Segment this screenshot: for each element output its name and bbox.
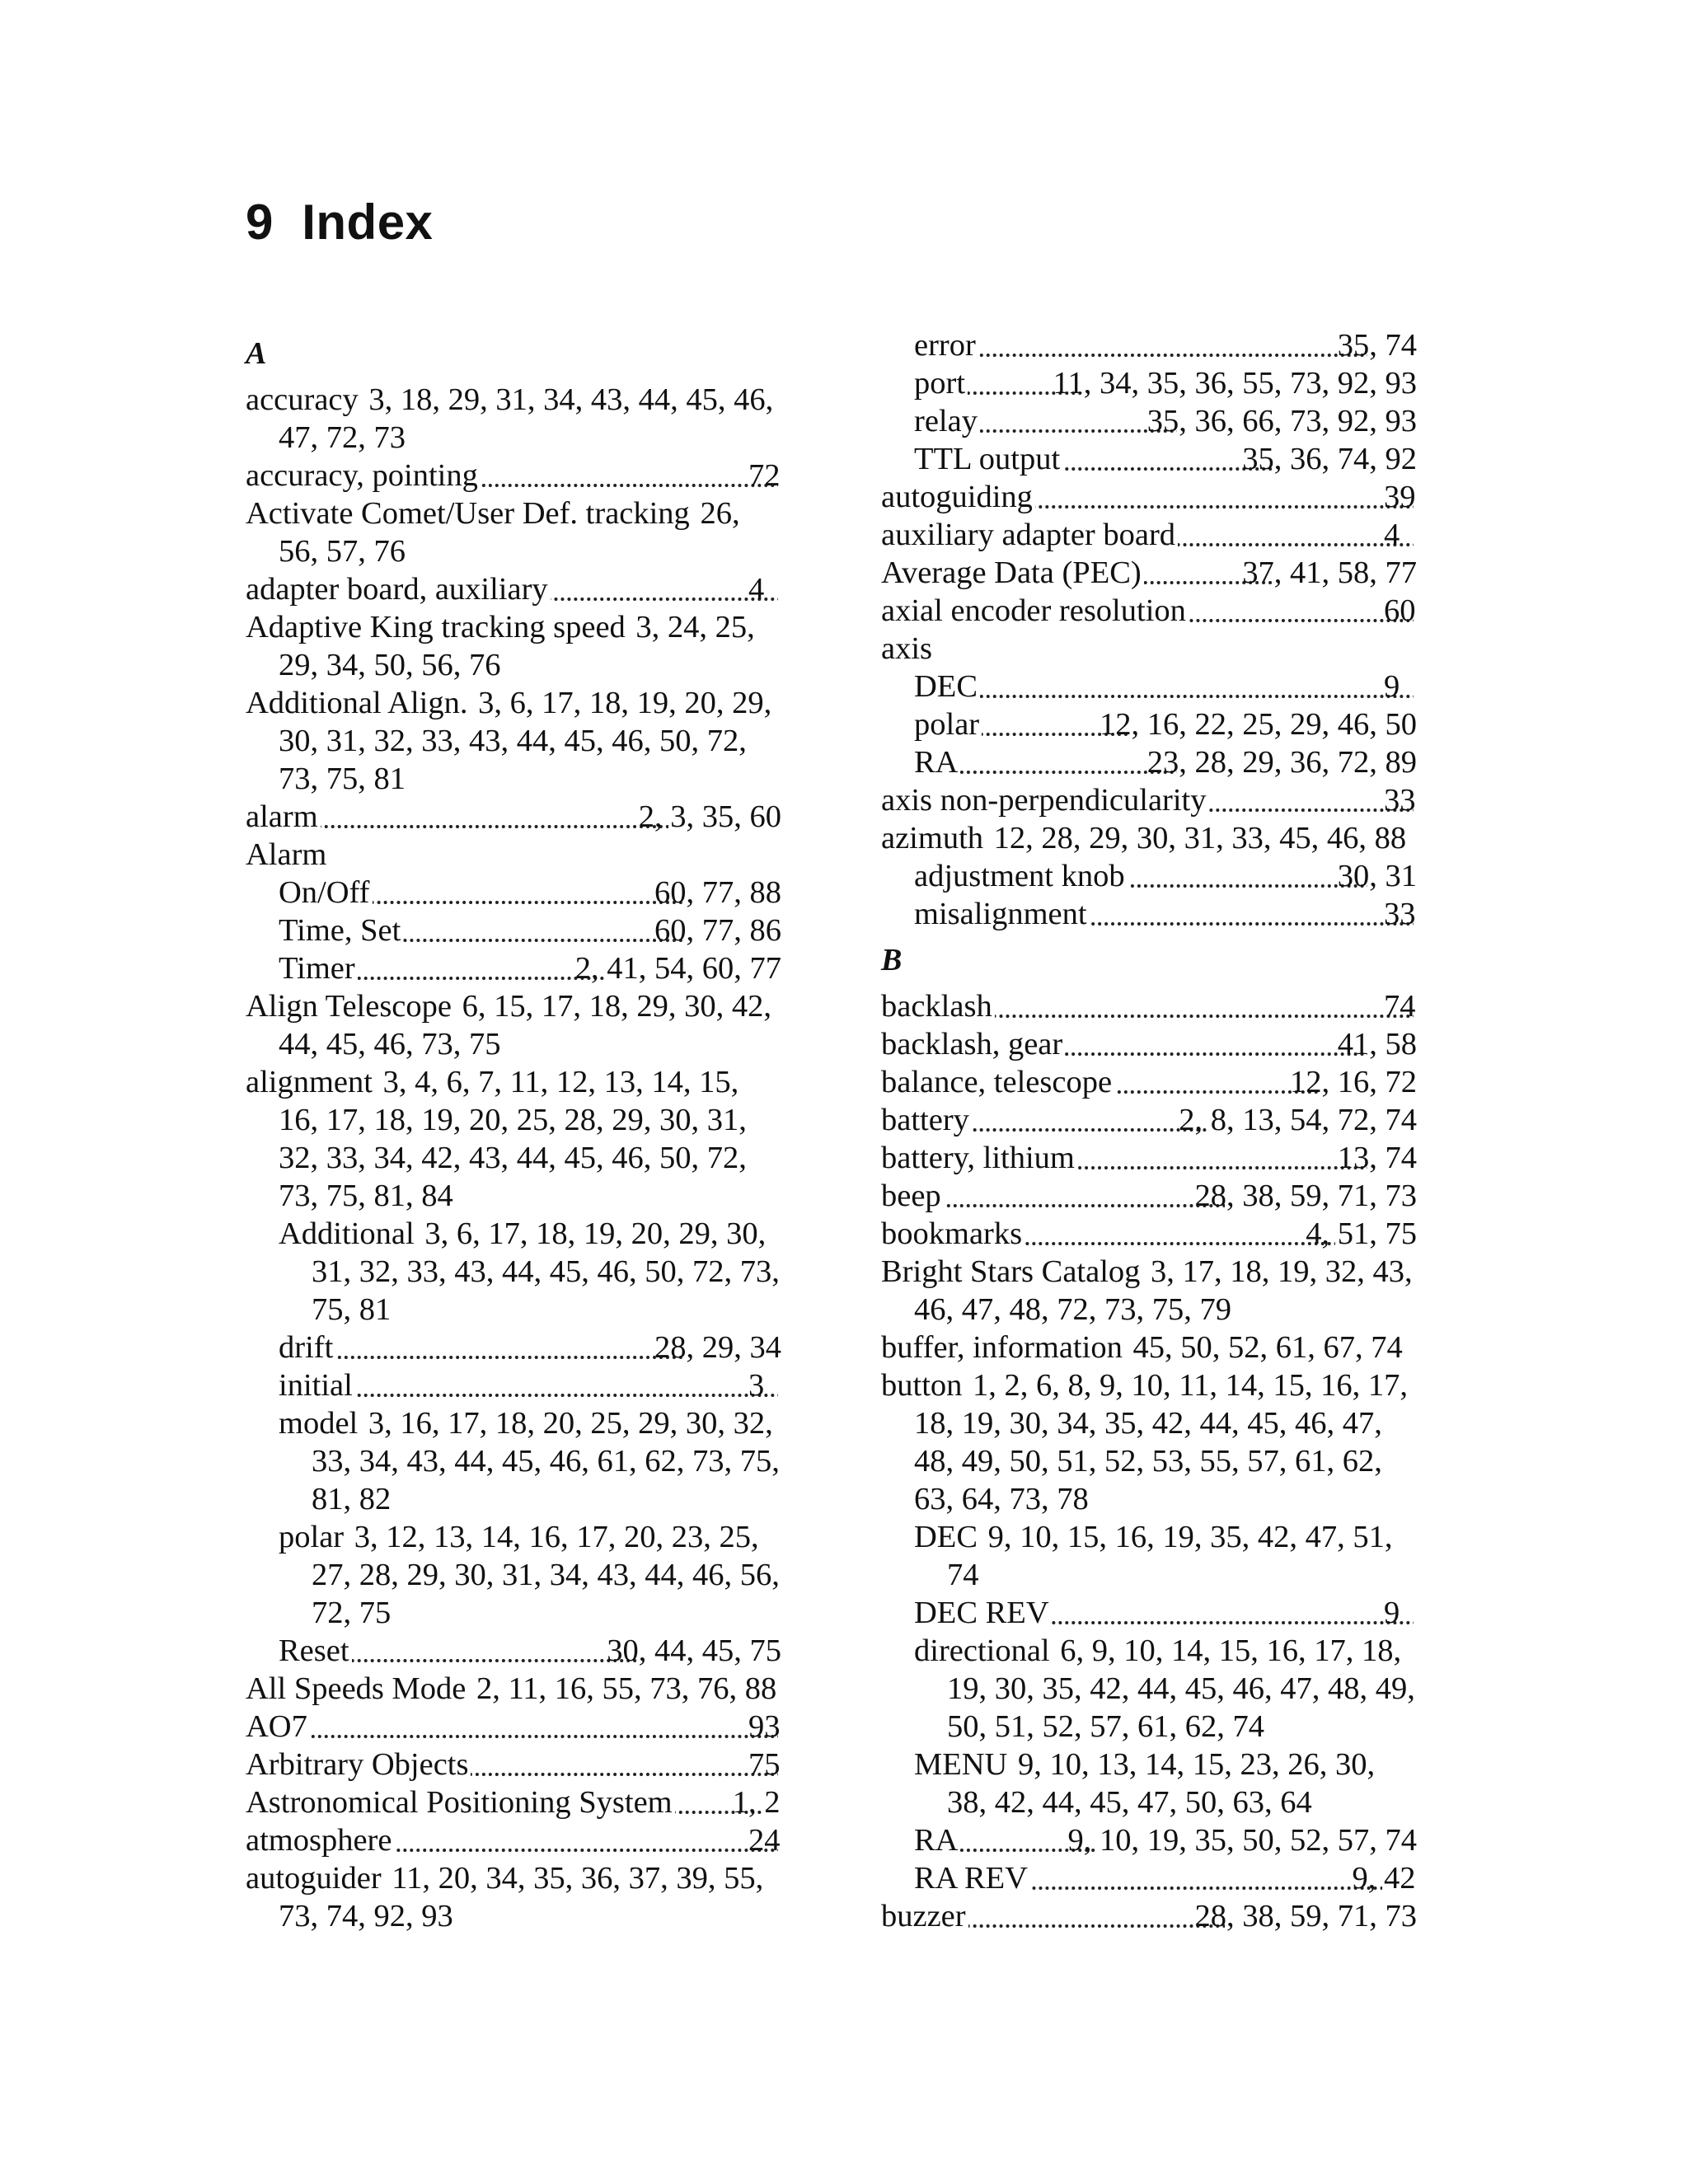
index-page-numbers: 1, 2 bbox=[732, 1785, 781, 1820]
index-entry bbox=[246, 684, 781, 798]
index-term: bookmarks bbox=[881, 1216, 1025, 1251]
index-page-numbers: 12, 16, 72 bbox=[1290, 1065, 1417, 1099]
index-term: Additional Align. bbox=[246, 686, 471, 720]
index-subentry bbox=[881, 402, 1417, 440]
index-term: initial bbox=[279, 1368, 355, 1403]
index-subentry bbox=[246, 1404, 781, 1518]
index-entry bbox=[881, 819, 1417, 857]
index-page-numbers: 2, 41, 54, 60, 77 bbox=[574, 951, 781, 986]
index-term: DEC bbox=[914, 1520, 980, 1554]
index-page-numbers: 35, 36, 74, 92 bbox=[1242, 442, 1417, 476]
index-page-numbers: 9, 10, 19, 35, 50, 52, 57, 74 bbox=[1067, 1823, 1417, 1858]
index-page-numbers: 41, 58 bbox=[1337, 1027, 1417, 1062]
index-term: Timer bbox=[279, 951, 358, 986]
index-page-numbers: 93 bbox=[748, 1709, 781, 1744]
index-term: autoguider bbox=[246, 1861, 384, 1896]
index-page-numbers: 74 bbox=[1384, 989, 1416, 1024]
index-term: Adaptive King tracking speed bbox=[246, 610, 628, 644]
index-page-numbers: 28, 38, 59, 71, 73 bbox=[1194, 1179, 1417, 1213]
index-term: Reset bbox=[279, 1633, 352, 1668]
index-term: Bright Stars Catalog bbox=[881, 1254, 1142, 1289]
index-term: autoguiding bbox=[881, 480, 1035, 514]
index-entry bbox=[881, 1177, 1417, 1215]
index-term: backlash bbox=[881, 989, 995, 1024]
index-page-numbers: 4 bbox=[1414, 516, 1417, 554]
index-entry bbox=[246, 1746, 781, 1783]
index-column-left bbox=[246, 326, 781, 1935]
index-page-numbers: 60, 77, 86 bbox=[654, 913, 781, 948]
index-term: Alarm bbox=[246, 837, 329, 872]
index-term: alignment bbox=[246, 1065, 375, 1099]
index-page-numbers: 35, 36, 66, 73, 92, 93 bbox=[1146, 404, 1417, 438]
index-entry bbox=[881, 1101, 1417, 1139]
index-term: polar bbox=[914, 707, 982, 742]
index-page-numbers: 12, 28, 29, 30, 31, 33, 45, 46, 88 bbox=[993, 821, 1407, 855]
index-term: polar bbox=[279, 1520, 346, 1554]
index-page-numbers: 3 bbox=[778, 1366, 781, 1404]
index-subentry bbox=[881, 364, 1417, 402]
index-subentry bbox=[881, 1746, 1417, 1821]
index-entry bbox=[881, 630, 1417, 668]
index-page-numbers: 2, 11, 16, 55, 73, 76, 88 bbox=[476, 1671, 777, 1706]
index-page-numbers: 60 bbox=[1384, 593, 1416, 628]
index-term: adjustment knob bbox=[914, 859, 1128, 893]
index-term: DEC bbox=[914, 669, 980, 704]
index-term: buffer, information bbox=[881, 1330, 1125, 1365]
index-term: alarm bbox=[246, 799, 321, 834]
index-term: Average Data (PEC) bbox=[881, 555, 1144, 590]
index-term: azimuth bbox=[881, 821, 986, 855]
index-term: RA bbox=[914, 745, 960, 780]
index-page-numbers: 12, 16, 22, 25, 29, 46, 50 bbox=[1100, 707, 1417, 742]
index-term: directional bbox=[914, 1633, 1053, 1668]
index-page-numbers: 3, 18, 29, 31, 34, 43, 44, 45, 46, 47, 72, 73 bbox=[279, 382, 774, 455]
index-page-numbers: 28, 38, 59, 71, 73 bbox=[1194, 1899, 1417, 1933]
index-term: adapter board, auxiliary bbox=[246, 572, 551, 607]
index-subentry bbox=[246, 1215, 781, 1329]
index-page-numbers: 24 bbox=[748, 1823, 781, 1858]
index-page-numbers: 1, 2, 6, 8, 9, 10, 11, 14, 15, 16, 17, 18, 19, 30, 34, 35, 42, 44, 45, 46, 47, 48, 49, 50, 51, 52, 53, 55, 57, 61, 62, 63, 64, 73, 78 bbox=[914, 1368, 1408, 1516]
index-term: DEC REV bbox=[914, 1596, 1052, 1630]
index-entry bbox=[881, 554, 1417, 592]
index-page-numbers: 2, 3, 35, 60 bbox=[638, 799, 781, 834]
index-entry bbox=[881, 781, 1417, 819]
chapter-number: 9 bbox=[246, 194, 274, 250]
index-page-numbers: 39 bbox=[1384, 480, 1416, 514]
index-subentry bbox=[246, 949, 781, 987]
index-page-numbers: 3, 17, 18, 19, 32, 43, 46, 47, 48, 72, 73, 75, 79 bbox=[914, 1254, 1413, 1327]
index-term: axis non-perpendicularity bbox=[881, 783, 1209, 818]
index-term: On/Off bbox=[279, 875, 373, 910]
index-entry bbox=[246, 494, 781, 570]
index-page-numbers: 9 bbox=[1414, 1594, 1417, 1632]
index-entry bbox=[881, 592, 1417, 630]
chapter-title: Index bbox=[302, 194, 434, 250]
index-term: battery, lithium bbox=[881, 1141, 1077, 1175]
index-subentry bbox=[246, 1632, 781, 1670]
index-term: error bbox=[914, 328, 978, 363]
index-page-numbers: 33 bbox=[1384, 783, 1416, 818]
index-subentry bbox=[246, 1518, 781, 1632]
index-subentry bbox=[881, 1594, 1417, 1632]
index-term: AO7 bbox=[246, 1709, 310, 1744]
index-entry bbox=[246, 1783, 781, 1821]
index-term: misalignment bbox=[914, 897, 1090, 931]
index-page-numbers: 9, 10, 15, 16, 19, 35, 42, 47, 51, 74 bbox=[947, 1520, 1393, 1592]
index-entry bbox=[246, 570, 781, 608]
index-entry bbox=[246, 381, 781, 457]
index-subentry bbox=[881, 1821, 1417, 1859]
index-page-numbers: 13, 74 bbox=[1337, 1141, 1417, 1175]
index-term: Activate Comet/User Def. tracking bbox=[246, 496, 692, 531]
index-page-numbers: 6, 15, 17, 18, 29, 30, 42, 44, 45, 46, 73, 75 bbox=[279, 989, 771, 1062]
index-page-numbers: 4 bbox=[778, 570, 781, 608]
index-term: model bbox=[279, 1406, 360, 1441]
index-subentry bbox=[881, 705, 1417, 743]
index-entry bbox=[881, 1329, 1417, 1366]
index-entry bbox=[246, 1821, 781, 1859]
index-page-numbers: 3, 6, 17, 18, 19, 20, 29, 30, 31, 32, 33, 43, 44, 45, 46, 50, 72, 73, 75, 81 bbox=[312, 1216, 780, 1327]
index-term: accuracy bbox=[246, 382, 361, 417]
index-term: Arbitrary Objects bbox=[246, 1747, 471, 1782]
index-term: auxiliary adapter board bbox=[881, 518, 1178, 552]
index-entry bbox=[881, 1063, 1417, 1101]
index-term: drift bbox=[279, 1330, 335, 1365]
index-entry bbox=[881, 1025, 1417, 1063]
index-page-numbers: 3, 12, 13, 14, 16, 17, 20, 23, 25, 27, 28, 29, 30, 31, 34, 43, 44, 46, 56, 72, 75 bbox=[312, 1520, 780, 1630]
index-entry bbox=[881, 478, 1417, 516]
index-term: Time, Set bbox=[279, 913, 403, 948]
index-page-numbers: 60, 77, 88 bbox=[654, 875, 781, 910]
index-subentry bbox=[246, 912, 781, 949]
index-page-numbers: 11, 34, 35, 36, 55, 73, 92, 93 bbox=[1053, 366, 1417, 401]
index-page-numbers: 3, 16, 17, 18, 20, 25, 29, 30, 32, 33, 34, 43, 44, 45, 46, 61, 62, 73, 75, 81, 82 bbox=[312, 1406, 780, 1516]
index-subentry bbox=[881, 1859, 1417, 1897]
index-subentry bbox=[246, 874, 781, 912]
index-entry bbox=[881, 516, 1417, 554]
index-term: battery bbox=[881, 1103, 972, 1137]
index-page-numbers: 30, 44, 45, 75 bbox=[607, 1633, 781, 1668]
index-term: axial encoder resolution bbox=[881, 593, 1189, 628]
index-entry bbox=[246, 1063, 781, 1215]
index-term: atmosphere bbox=[246, 1823, 394, 1858]
index-entry bbox=[246, 987, 781, 1063]
index-subentry bbox=[246, 1366, 781, 1404]
index-subentry bbox=[246, 1329, 781, 1366]
index-term: port bbox=[914, 366, 968, 401]
page-title bbox=[246, 190, 433, 255]
index-page-numbers: 28, 29, 34 bbox=[654, 1330, 781, 1365]
index-entry bbox=[881, 1366, 1417, 1518]
index-term: Astronomical Positioning System bbox=[246, 1785, 675, 1820]
index-page-numbers: 37, 41, 58, 77 bbox=[1242, 555, 1417, 590]
index-page-numbers: 3, 24, 25, 29, 34, 50, 56, 76 bbox=[279, 610, 755, 682]
index-term: buzzer bbox=[881, 1899, 968, 1933]
index-page-numbers: 72 bbox=[748, 458, 781, 493]
index-entry bbox=[881, 1215, 1417, 1253]
index-subentry bbox=[881, 895, 1417, 933]
index-term: backlash, gear bbox=[881, 1027, 1065, 1062]
index-term: relay bbox=[914, 404, 980, 438]
index-page-numbers: 9, 42 bbox=[1352, 1861, 1416, 1896]
index-page-numbers: 23, 28, 29, 36, 72, 89 bbox=[1146, 745, 1417, 780]
index-term: accuracy, pointing bbox=[246, 458, 481, 493]
index-page-numbers: 26, 56, 57, 76 bbox=[279, 496, 740, 569]
index-page-numbers: 9 bbox=[1414, 668, 1417, 705]
index-page-numbers: 2, 8, 13, 54, 72, 74 bbox=[1179, 1103, 1417, 1137]
section-letter: B bbox=[881, 943, 903, 977]
index-subentry bbox=[881, 1632, 1417, 1746]
section-letter: A bbox=[246, 336, 267, 371]
index-page-numbers: 33 bbox=[1384, 897, 1416, 931]
index-subentry bbox=[881, 668, 1417, 705]
index-page-numbers: 30, 31 bbox=[1337, 859, 1417, 893]
index-column-right bbox=[881, 326, 1417, 1935]
index-entry bbox=[246, 608, 781, 684]
index-page-numbers: 3, 4, 6, 7, 11, 12, 13, 14, 15, 16, 17, 18, 19, 20, 25, 28, 29, 30, 31, 32, 33, 34, 42, 43, 44, 45, 46, 50, 72, 73, 75, 81, 84 bbox=[279, 1065, 747, 1213]
index-term: Align Telescope bbox=[246, 989, 454, 1024]
index-page-numbers: 4, 51, 75 bbox=[1306, 1216, 1417, 1251]
index-page-numbers: 6, 9, 10, 14, 15, 16, 17, 18, 19, 30, 35, 42, 44, 45, 46, 47, 48, 49, 50, 51, 52, 57, 61, 62, 74 bbox=[947, 1633, 1415, 1744]
index-entry bbox=[246, 836, 781, 874]
index-entry bbox=[881, 1139, 1417, 1177]
index-page-numbers: 35, 74 bbox=[1337, 328, 1417, 363]
index-page-numbers: 45, 50, 52, 61, 67, 74 bbox=[1132, 1330, 1403, 1365]
index-subentry bbox=[881, 743, 1417, 781]
index-page-numbers: 75 bbox=[748, 1747, 781, 1782]
index-entry bbox=[246, 1859, 781, 1935]
index-term: RA REV bbox=[914, 1861, 1030, 1896]
index-page-numbers: 11, 20, 34, 35, 36, 37, 39, 55, 73, 74, 92, 93 bbox=[279, 1861, 764, 1933]
index-entry bbox=[246, 798, 781, 836]
index-term: beep bbox=[881, 1179, 944, 1213]
index-subentry bbox=[881, 857, 1417, 895]
index-entry bbox=[246, 457, 781, 494]
index-term: Additional bbox=[279, 1216, 417, 1251]
index-term: button bbox=[881, 1368, 964, 1403]
index-term: All Speeds Mode bbox=[246, 1671, 468, 1706]
index-term: axis bbox=[881, 631, 935, 666]
index-entry bbox=[881, 1897, 1417, 1935]
index-entry bbox=[881, 987, 1417, 1025]
index-entry bbox=[246, 1708, 781, 1746]
index-term: TTL output bbox=[914, 442, 1062, 476]
index-subentry bbox=[881, 440, 1417, 478]
index-subentry bbox=[881, 326, 1417, 364]
index-entry bbox=[246, 1670, 781, 1708]
index-page-numbers: 3, 6, 17, 18, 19, 20, 29, 30, 31, 32, 33, 43, 44, 45, 46, 50, 72, 73, 75, 81 bbox=[279, 686, 772, 796]
index-term: MENU bbox=[914, 1747, 1010, 1782]
index-page-numbers: 9, 10, 13, 14, 15, 23, 26, 30, 38, 42, 44, 45, 47, 50, 63, 64 bbox=[947, 1747, 1376, 1820]
index-term: balance, telescope bbox=[881, 1065, 1114, 1099]
index-term: RA bbox=[914, 1823, 960, 1858]
index-entry bbox=[881, 1253, 1417, 1329]
index-subentry bbox=[881, 1518, 1417, 1594]
